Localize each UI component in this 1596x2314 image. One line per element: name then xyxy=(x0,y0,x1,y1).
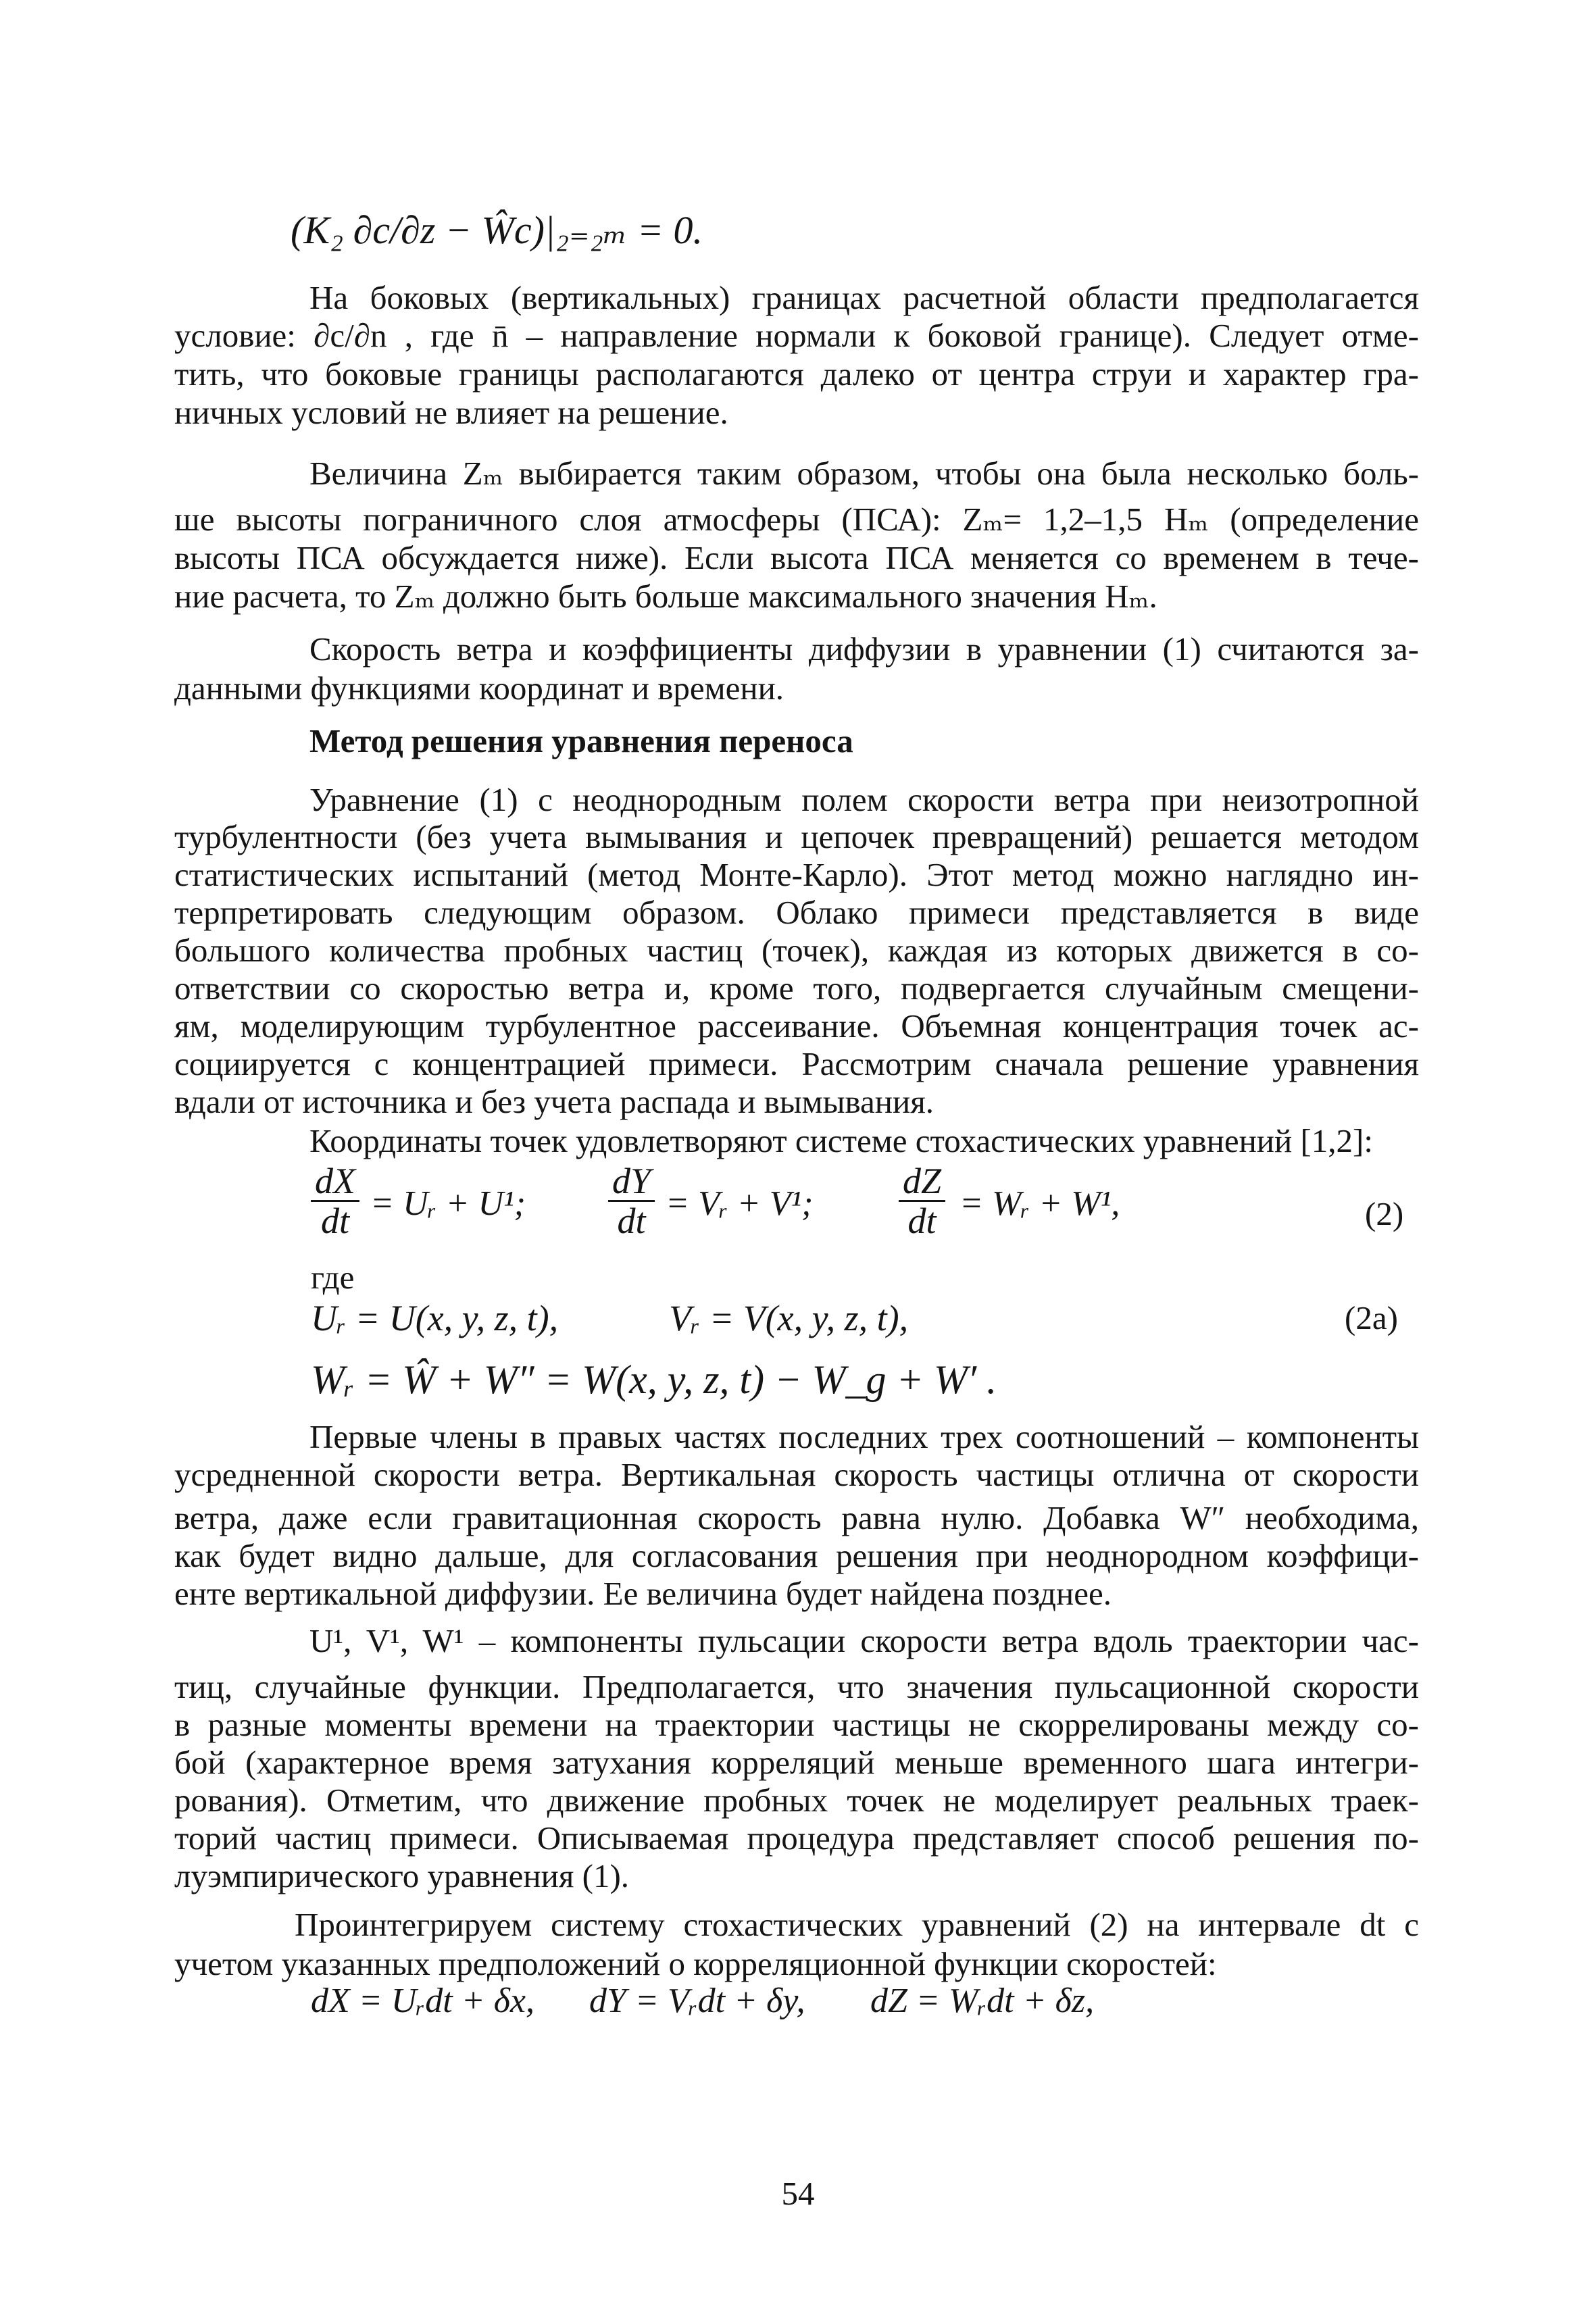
eq2a-number: (2a) xyxy=(1345,1299,1398,1336)
p2-line-1: Величина Zₘ выбирается таким образом, чтобы она была несколько боль- xyxy=(309,455,1419,492)
p8-line-1: Проинтегрируем систему стохастических уравнений (2) на интервале dt с xyxy=(295,1906,1419,1943)
eq2-number: (2) xyxy=(1365,1195,1404,1232)
p6-line-4: как будет видно дальше, для согласования решения при неоднородном коэффици- xyxy=(174,1537,1419,1574)
p3-line-2: данными функциями координат и времени. xyxy=(174,670,784,707)
p6-line-1: Первые члены в правых частях последних трех соотношений – компоненты xyxy=(309,1418,1419,1455)
formula-boundary-top xyxy=(291,207,703,253)
eq2-frac-y xyxy=(608,1162,655,1240)
p4-line-2: турбулентности (без учета вымывания и цепочек превращений) решается методом xyxy=(174,818,1419,855)
p4-line-7: ям, моделирующим турбулентное рассеивание. Объемная концентрация точек ас- xyxy=(174,1007,1419,1045)
p1-line-1: На боковых (вертикальных) границах расчетной области предполагается xyxy=(309,279,1419,316)
eq3-b: dY = Vᵣdt + δy, xyxy=(589,1982,805,2020)
p8-line-2: учетом указанных предположений о корреляционной функции скоростей: xyxy=(174,1945,1217,1982)
p4-line-5: большого количества пробных частиц (точек), каждая из которых движется в со- xyxy=(174,932,1419,969)
eq2a-line2: Wᵣ = Ŵ + W″ = W(x, y, z, t) − W_g + W′ . xyxy=(311,1357,997,1402)
eq2-den-z: dt xyxy=(907,1201,937,1241)
p7-line-2: тиц, случайные функции. Предполагается, что значения пульсационной скорости xyxy=(174,1668,1419,1705)
eq2-rhs-y: = Vᵣ + V¹; xyxy=(666,1184,814,1223)
p4-line-8: социируется с концентрацией примеси. Рассмотрим сначала решение уравнения xyxy=(174,1045,1419,1082)
p6-line-3: ветра, даже если гравитационная скорость равна нулю. Добавка W″ необходима, xyxy=(174,1499,1419,1536)
p5-line: Координаты точек удовлетворяют системе стохастических уравнений [1,2]: xyxy=(309,1122,1373,1159)
p7-line-7: луэмпирического уравнения (1). xyxy=(174,1857,630,1894)
p4-line-1: Уравнение (1) с неоднородным полем скорости ветра при неизотропной xyxy=(309,781,1419,818)
p6-line-2: усредненной скорости ветра. Вертикальная скорость частицы отлична от скорости xyxy=(174,1456,1419,1493)
p1-line-2: условие: ∂c/∂n , где n̄ – направление нормали к боковой границе). Следует отме- xyxy=(174,317,1419,354)
p4-line-4: терпретировать следующим образом. Облако примеси представляется в виде xyxy=(174,894,1419,931)
p1-line-4: ничных условий не влияет на решение. xyxy=(174,394,728,431)
p7-line-6: торий частиц примеси. Описываемая процедура представляет способ решения по- xyxy=(174,1819,1419,1857)
eq2-num-x: dX xyxy=(311,1162,359,1202)
eq2-frac-x xyxy=(311,1162,359,1240)
p2-line-2: ше высоты пограничного слоя атмосферы (ПСА): Zₘ= 1,2–1,5 Hₘ (определение xyxy=(174,501,1419,538)
p4-line-3: статистических испытаний (метод Монте-Карло). Этот метод можно наглядно ин- xyxy=(174,856,1419,893)
eq2-den-x: dt xyxy=(320,1201,349,1241)
eq2a-line1a: Uᵣ = U(x, y, z, t), xyxy=(311,1298,559,1338)
p1-line-3: тить, что боковые границы располагаются далеко от центра струи и характер гра- xyxy=(174,355,1419,393)
p4-line-6: ответствии со скоростью ветра и, кроме того, подвергается случайным смещени- xyxy=(174,970,1419,1007)
p7-line-3: в разные моменты времени на траектории частицы не скоррелированы между со- xyxy=(174,1706,1419,1743)
eq2-rhs-z: = Wᵣ + W¹, xyxy=(959,1184,1120,1223)
p6-line-5: енте вертикальной диффузии. Ее величина будет найдена позднее. xyxy=(174,1575,1112,1612)
p7-line-5: рования). Отметим, что движение пробных точек не моделирует реальных траек- xyxy=(174,1782,1419,1819)
p2-line-3: высоты ПСА обсуждается ниже). Если высота ПСА меняется со временем в тече- xyxy=(174,539,1419,576)
p7-line-4: бой (характерное время затухания корреляций меньше временного шага интегри- xyxy=(174,1744,1419,1781)
p3-line-1: Скорость ветра и коэффициенты диффузии в уравнении (1) считаются за- xyxy=(309,630,1419,668)
eq2-num-z: dZ xyxy=(899,1162,945,1202)
eq2-den-y: dt xyxy=(617,1201,646,1241)
page-number: 54 xyxy=(781,2175,815,2212)
p2-line-4: ние расчета, то Zₘ должно быть больше максимального значения Hₘ. xyxy=(174,578,1157,615)
eq2a-line1b: Vᵣ = V(x, y, z, t), xyxy=(669,1298,909,1338)
eq2-rhs-x: = Uᵣ + U¹; xyxy=(370,1184,526,1223)
section-heading: Метод решения уравнения переноса xyxy=(309,722,853,759)
formula-top-text: (K₂ ∂c/∂z − Ŵc)|₂₌₂ₘ = 0. xyxy=(291,208,703,252)
gde-label: где xyxy=(311,1259,355,1296)
p4-line-9: вдали от источника и без учета распада и вымывания. xyxy=(174,1083,934,1120)
eq3-c: dZ = Wᵣdt + δz, xyxy=(870,1982,1095,2020)
eq2-frac-z xyxy=(899,1162,945,1240)
eq2-num-y: dY xyxy=(608,1162,655,1202)
p7-line-1: U¹, V¹, W¹ – компоненты пульсации скорости ветра вдоль траектории час- xyxy=(309,1622,1419,1659)
eq3-a: dX = Uᵣdt + δx, xyxy=(311,1982,534,2020)
